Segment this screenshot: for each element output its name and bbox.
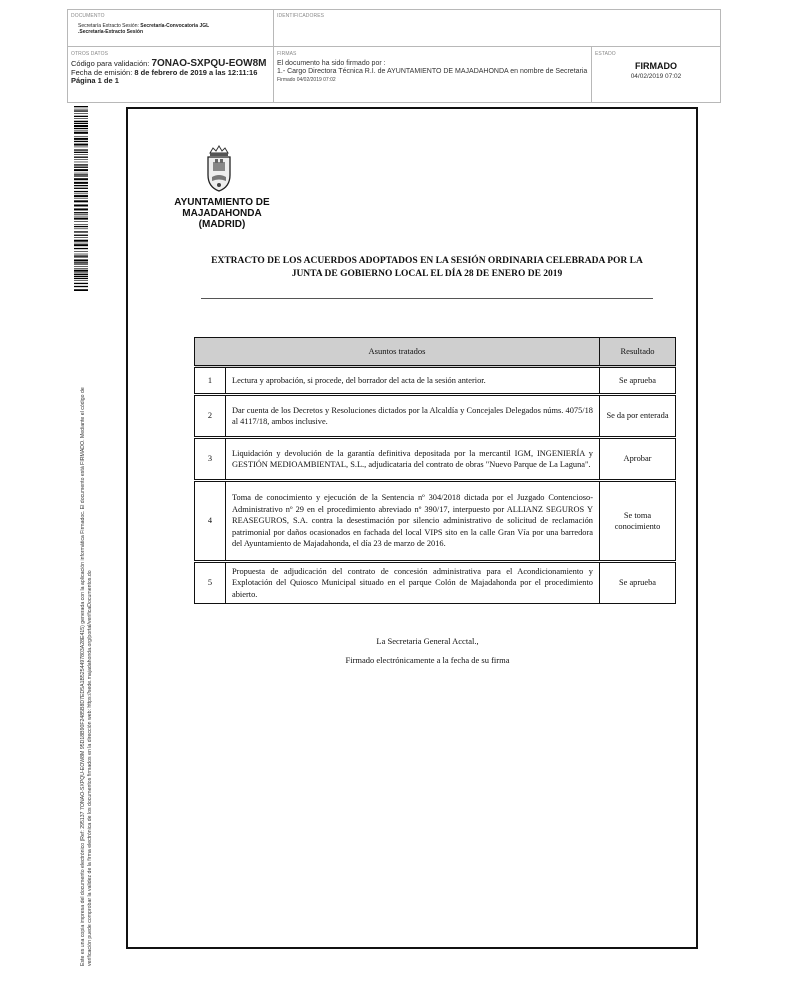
table-row [195,562,676,604]
organization-line3: (MADRID) [198,219,246,230]
codigo-label: Código para validación: [71,59,152,68]
documento-line1-bold: Secretaría-Convocatoria JGL [140,23,210,29]
row-subject: Liquidación y devolución de la garantía definitiva depositada por la mercantil IGM, INGENIERÍA y GESTIÓN MEDIOAMBIENTAL, S.L., adjudicataria del contrato de obras "Nuevo Parque de La Laguna". [226,438,600,481]
estado-date: 04/02/2019 07:02 [630,73,682,80]
estado-caption: ESTADO [595,51,616,57]
table-row [195,481,676,562]
row-result: Aprobar [600,438,676,481]
organization-name [167,197,277,230]
firmas-line1: El documento ha sido firmado por : [277,60,386,67]
firmas-content [277,60,588,84]
document-metadata-header [67,9,721,103]
agreements-table [194,337,676,604]
table-row [195,438,676,481]
asuntos-header: Asuntos tratados [195,338,600,367]
fecha-emision: 8 de febrero de 2019 a las 12:11:16 [134,67,258,77]
coat-of-arms-icon [204,145,234,192]
row-subject: Propuesta de adjudicación del contrato de concesión administrativa para el Acondicionamiento y Explotación del Quiosco Municipal situado en el parque Colón de Majadahonda por el procedimiento abierto. [226,562,600,604]
resultado-header: Resultado [600,338,676,367]
title-line2: JUNTA DE GOBIERNO LOCAL EL DÍA 28 DE ENERO DE 2019 [291,269,563,279]
estado-cell [592,47,720,102]
row-result: Se da por enterada [600,395,676,438]
documento-description [71,23,270,35]
pagina-indicator: Página 1 de 1 [71,76,119,85]
title-divider [201,298,653,299]
row-subject: Dar cuenta de los Decretos y Resoluciones dictados por la Alcaldía y Concejales Delegados núms. 4075/18 al 4117/18, ambos inclusive. [226,395,600,438]
row-result: Se aprueba [600,367,676,395]
firmas-caption: FIRMAS [277,51,297,57]
side-text-line1: Este es una copia impresa del documento electrónico (Ref: 295137 7ONAO-SXPQU-EOW8M 95D18B90F2485B8D7ED5A1B5254497803A28E415) generada con la aplicación informática Firmadoc. El documento está FIRMADO. Mediante el código de [80,387,86,966]
table-row [195,367,676,395]
verification-side-text [80,296,93,966]
signature-line2: Firmado electrónicamente a la fecha de su firma [345,655,510,665]
documento-line2: .Secretaría-Extracto Sesión [78,29,144,35]
row-result: Se toma conocimiento [600,481,676,562]
otros-datos-cell [68,47,274,102]
identificadores-caption: IDENTIFICADORES [277,13,325,19]
estado-value: FIRMADO [635,61,677,71]
organization-line2: MAJADAHONDA [182,208,262,219]
documento-line1-prefix: Secretaría Extracto Sesión: [78,23,141,29]
table-header-row [195,338,676,367]
row-number: 1 [195,367,226,395]
table-row [195,395,676,438]
signature-line1: La Secretaria General Acctal., [376,636,479,646]
title-line1: EXTRACTO DE LOS ACUERDOS ADOPTADOS EN LA SESIÓN ORDINARIA CELEBRADA POR LA [211,256,643,266]
row-number: 2 [195,395,226,438]
side-text-line2: verificación puede comprobar la validez de la firma electrónica de los documentos firmados en la dirección web: https://sede.majadahonda.org/portal/verificaDocumentos.do [86,570,93,966]
documento-caption: DOCUMENTO [71,13,105,19]
organization-line1: AYUNTAMIENTO DE [174,197,270,208]
row-number: 4 [195,481,226,562]
firmas-line2: 1.- Cargo Directora Técnica R.I. de AYUNTAMIENTO DE MAJADAHONDA en nombre de Secretaria [277,68,588,75]
otros-datos-caption: OTROS DATOS [71,51,109,57]
row-subject: Lectura y aprobación, si procede, del borrador del acta de la sesión anterior. [226,367,600,395]
otros-datos-content [71,60,270,86]
signature-block [270,632,585,670]
documento-cell [68,10,274,47]
row-subject: Toma de conocimiento y ejecución de la Sentencia nº 304/2018 dictada por el Juzgado Contencioso-Administrativo nº 29 en el procedimiento abreviado nº 390/17, interpuesto por ALLIANZ SEGUROS Y REASEGUROS, S.A. contra la desestimación por silencio administrativo de solicitud de reclamación patrimonial por daños ocasionados en fachada del local VIPS sito en la calle Gran Vía por una barredora del Ayuntamiento de Majadahonda, el día 23 de marzo de 2016. [226,481,600,562]
fecha-label: Fecha de emisión: [71,67,135,77]
firmas-line3: Firmado 04/02/2019 07:02 [277,77,336,83]
document-title [196,255,658,281]
codigo-validacion[interactable]: 7ONAO-SXPQU-EOW8M [151,58,267,69]
barcode-icon [74,106,88,291]
row-result: Se aprueba [600,562,676,604]
firmas-cell [274,47,592,102]
row-number: 3 [195,438,226,481]
row-number: 5 [195,562,226,604]
identificadores-cell [274,10,720,47]
